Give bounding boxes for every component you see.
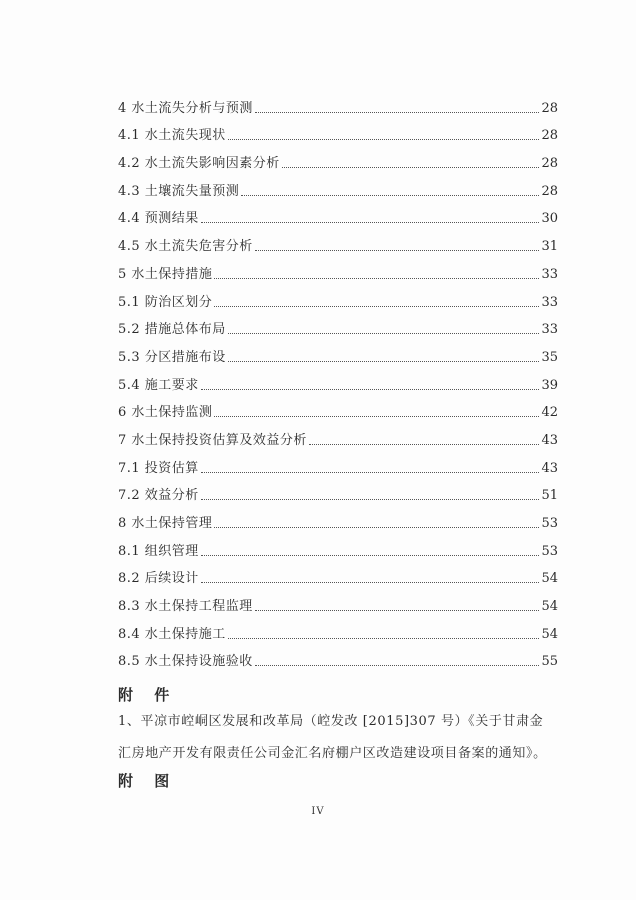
toc-entry-title: 4.4 预测结果	[118, 211, 199, 227]
toc-dot-leader	[309, 443, 540, 445]
attachment-item-line: 汇房地产开发有限责任公司金汇名府棚户区改造建设项目备案的通知》。	[118, 746, 547, 761]
toc-dot-leader	[282, 166, 540, 168]
toc-entry-page: 28	[541, 128, 558, 144]
toc-dot-leader	[255, 664, 540, 666]
toc-dot-leader	[255, 609, 540, 611]
toc-dot-leader	[255, 111, 540, 113]
toc-entry	[118, 560, 558, 588]
toc-dot-leader	[201, 581, 540, 583]
toc-entry-page: 54	[541, 599, 558, 615]
toc-entry	[118, 227, 558, 255]
toc-dot-leader	[201, 554, 540, 556]
toc-entry-page: 42	[541, 405, 558, 421]
toc-entry-title: 6 水土保持监测	[118, 405, 213, 421]
toc-entry-title: 4 水土流失分析与预测	[118, 100, 253, 116]
toc-entry	[118, 144, 558, 172]
toc-entry	[118, 394, 558, 422]
toc-dot-leader	[228, 360, 540, 362]
toc-entry-title: 8.1 组织管理	[118, 543, 199, 559]
toc-entry-title: 8 水土保持管理	[118, 516, 213, 531]
toc-entry-title: 4.2 水土流失影响因素分析	[118, 156, 280, 172]
toc-dot-leader	[255, 249, 540, 251]
toc-entry	[118, 587, 558, 615]
toc-entry	[118, 477, 558, 505]
toc-entry-page: 33	[541, 322, 558, 338]
toc-entry-title: 7.1 投资估算	[118, 460, 199, 476]
toc-entry-title: 5.2 措施总体布局	[118, 322, 226, 338]
toc-entry-page: 43	[541, 432, 558, 448]
toc-entry-page: 33	[541, 294, 558, 310]
toc-entry-title: 8.5 水土保持设施验收	[118, 654, 253, 670]
toc-entry	[118, 532, 558, 560]
toc-entry-title: 5.1 防治区划分	[118, 294, 213, 310]
toc-entry-page: 30	[541, 211, 558, 227]
toc-entry	[118, 615, 558, 643]
toc-entry	[118, 255, 558, 283]
toc-dot-leader	[201, 388, 540, 390]
toc-entry-title: 8.4 水土保持施工	[118, 626, 226, 642]
toc-entry-page: 39	[541, 377, 558, 393]
toc-dot-leader	[228, 138, 540, 140]
toc-entry	[118, 311, 558, 339]
toc-entry-page: 55	[541, 654, 558, 670]
toc-entry-page: 35	[541, 349, 558, 365]
toc-entry-page: 43	[541, 460, 558, 476]
toc-dot-leader	[228, 637, 540, 639]
toc-entry-title: 8.3 水土保持工程监理	[118, 599, 253, 615]
toc-dot-leader	[201, 471, 540, 473]
toc-entry	[118, 643, 558, 671]
toc-entry	[118, 89, 558, 117]
toc-dot-leader	[214, 526, 539, 528]
toc-entry-page: 28	[541, 100, 558, 116]
toc-dot-leader	[228, 332, 540, 334]
toc-entry-page: 54	[541, 626, 558, 642]
toc-dot-leader	[214, 277, 539, 279]
toc-entry-title: 7.2 效益分析	[118, 488, 199, 504]
toc-entry-title: 8.2 后续设计	[118, 571, 199, 587]
toc-entry	[118, 366, 558, 394]
toc-entry-title: 4.5 水土流失危害分析	[118, 239, 253, 255]
toc-entry-page: 54	[541, 571, 558, 587]
toc-entry-title: 4.3 土壤流失量预测	[118, 183, 240, 199]
toc-dot-leader	[214, 415, 539, 417]
attachments-body	[118, 706, 563, 770]
toc-entry-title: 5 水土保持措施	[118, 266, 213, 282]
toc-entry	[118, 283, 558, 311]
toc-dot-leader	[201, 221, 540, 223]
toc-entry	[118, 200, 558, 228]
page-number: IV	[311, 806, 325, 817]
toc-entry	[118, 504, 558, 532]
toc-entry-title: 7 水土保持投资估算及效益分析	[118, 432, 307, 448]
toc-entry	[118, 172, 558, 200]
toc-dot-leader	[201, 498, 540, 500]
toc-entry-page: 51	[541, 488, 558, 504]
toc-entry-title: 4.1 水土流失现状	[118, 128, 226, 144]
attachments-heading: 附 件	[118, 686, 178, 704]
toc-entry-page: 53	[541, 516, 558, 531]
toc-dot-leader	[214, 305, 539, 307]
toc-entry-page: 33	[541, 266, 558, 282]
toc-entry-title: 5.4 施工要求	[118, 377, 199, 393]
toc-entry	[118, 338, 558, 366]
toc-entry-page: 31	[541, 239, 558, 255]
figures-heading: 附 图	[118, 772, 178, 790]
toc-entry-page: 53	[541, 543, 558, 559]
table-of-contents	[118, 89, 558, 670]
toc-dot-leader	[241, 194, 539, 196]
toc-entry	[118, 117, 558, 145]
attachment-item-line: 1、平凉市崆峒区发展和改革局（崆发改 [2015]307 号）《关于甘肃金	[118, 714, 544, 729]
toc-entry-page: 28	[541, 183, 558, 199]
toc-entry-title: 5.3 分区措施布设	[118, 349, 226, 365]
toc-entry	[118, 449, 558, 477]
toc-entry	[118, 421, 558, 449]
toc-entry-page: 28	[541, 156, 558, 172]
